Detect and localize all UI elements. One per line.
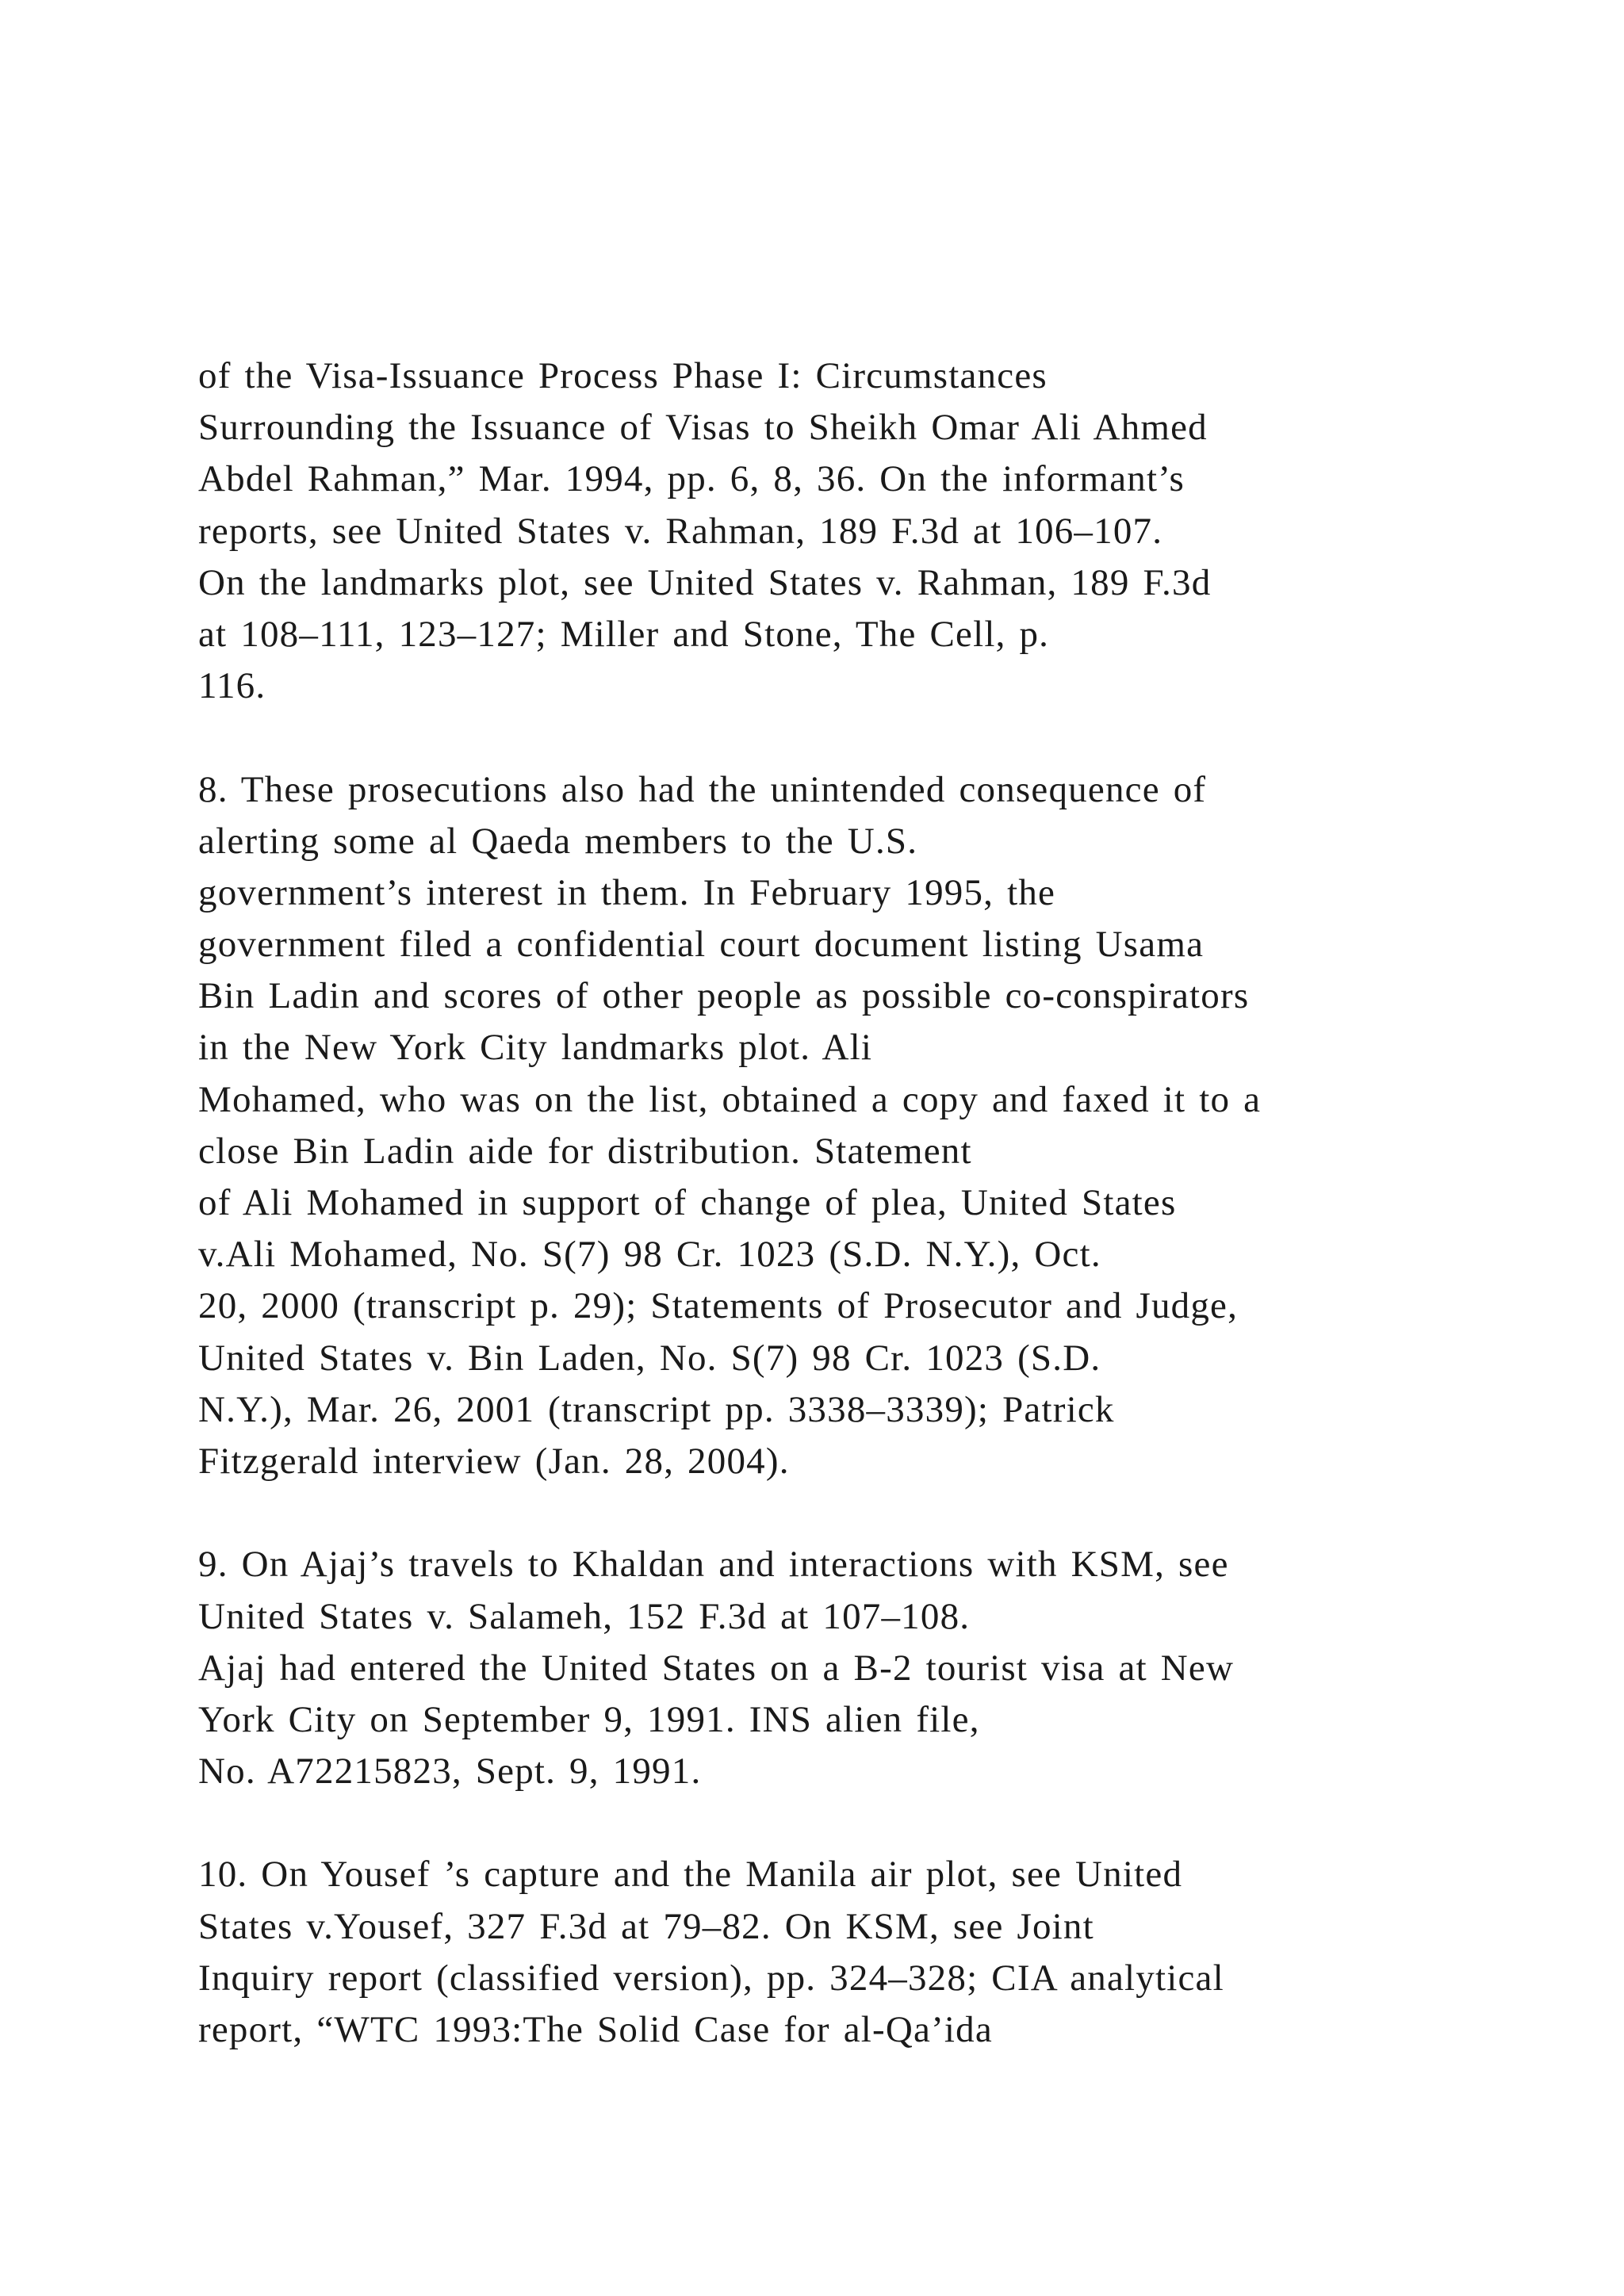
text-line: 8. These prosecutions also had the unintended consequence of [198, 768, 1207, 810]
text-line: report, “WTC 1993:The Solid Case for al-Qa’ida [198, 2009, 993, 2050]
paragraph-gap [198, 1797, 1546, 1849]
text-line: Ajaj had entered the United States on a B-2 tourist visa at New [198, 1647, 1235, 1689]
paragraph-continuation [198, 350, 1546, 712]
text-line: v.Ali Mohamed, No. S(7) 98 Cr. 1023 (S.D. N.Y.), Oct. [198, 1234, 1101, 1276]
text-line: N.Y.), Mar. 26, 2001 (transcript pp. 3338–3339); Patrick [198, 1388, 1115, 1430]
text-line: Fitzgerald interview (Jan. 28, 2004). [198, 1440, 790, 1482]
text-line: reports, see United States v. Rahman, 189 F.3d at 106–107. [198, 510, 1163, 552]
text-line: Abdel Rahman,” Mar. 1994, pp. 6, 8, 36. On the informant’s [198, 458, 1185, 500]
text-line: 116. [198, 665, 266, 707]
text-line: York City on September 9, 1991. INS alien file, [198, 1698, 980, 1740]
text-line: Inquiry report (classified version), pp. 324–328; CIA analytical [198, 1957, 1224, 1999]
text-line: On the landmarks plot, see United States v. Rahman, 189 F.3d [198, 561, 1212, 603]
text-line: Bin Ladin and scores of other people as possible co-conspirators [198, 975, 1250, 1017]
text-line: of the Visa-Issuance Process Phase I: Circumstances [198, 355, 1048, 396]
text-line: No. A72215823, Sept. 9, 1991. [198, 1751, 702, 1793]
footnote-9 [198, 1539, 1546, 1797]
text-line: government’s interest in them. In February 1995, the [198, 871, 1056, 913]
text-line: at 108–111, 123–127; Miller and Stone, The Cell, p. [198, 613, 1050, 655]
text-line: in the New York City landmarks plot. Ali [198, 1027, 873, 1069]
text-line: 10. On Yousef ’s capture and the Manila air plot, see United [198, 1854, 1183, 1896]
text-line: government filed a confidential court document listing Usama [198, 924, 1205, 966]
text-line: close Bin Ladin aide for distribution. Statement [198, 1130, 972, 1172]
text-line: 20, 2000 (transcript p. 29); Statements of Prosecutor and Judge, [198, 1285, 1239, 1327]
text-line: United States v. Salameh, 152 F.3d at 107–108. [198, 1595, 971, 1637]
text-line: of Ali Mohamed in support of change of plea, United States [198, 1182, 1177, 1223]
text-line: United States v. Bin Laden, No. S(7) 98 Cr. 1023 (S.D. [198, 1337, 1101, 1379]
footnote-10 [198, 1849, 1546, 2056]
text-line: 9. On Ajaj’s travels to Khaldan and interactions with KSM, see [198, 1544, 1229, 1586]
text-line: Surrounding the Issuance of Visas to Sheikh Omar Ali Ahmed [198, 407, 1208, 449]
text-line: Mohamed, who was on the list, obtained a copy and faxed it to a [198, 1078, 1262, 1120]
paragraph-gap [198, 1487, 1546, 1539]
paragraph-gap [198, 712, 1546, 763]
text-line: alerting some al Qaeda members to the U.S. [198, 820, 918, 862]
document-body [198, 350, 1546, 2056]
text-line: States v.Yousef, 327 F.3d at 79–82. On KSM, see Joint [198, 1905, 1094, 1947]
footnote-8 [198, 764, 1546, 1488]
